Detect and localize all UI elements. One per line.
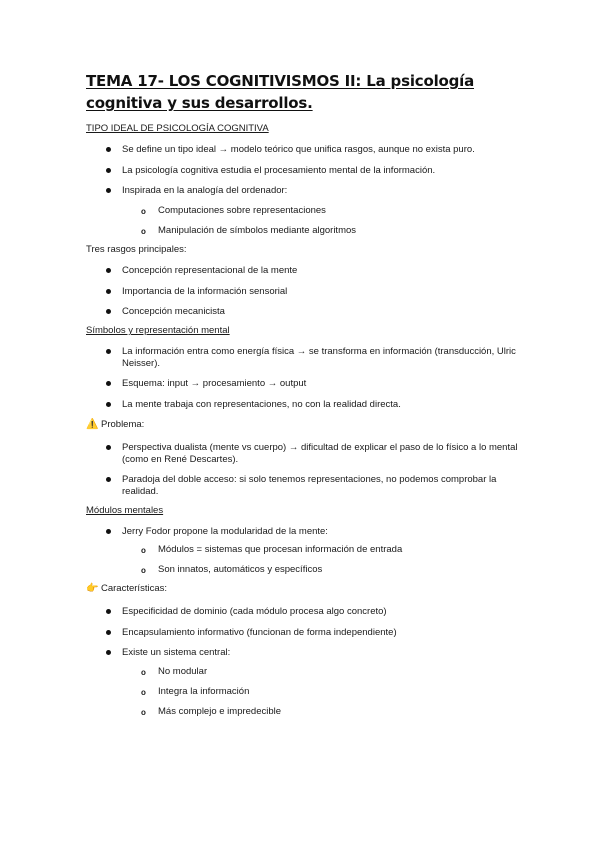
section-heading-simbolos: Símbolos y representación mental	[86, 325, 230, 336]
list-item: Concepción representacional de la mente	[122, 265, 298, 276]
bullet-dot	[106, 609, 111, 614]
section-heading-modulos: Módulos mentales	[86, 505, 164, 516]
section-heading-caracteristicas: Características:	[101, 583, 167, 594]
list-item: Jerry Fodor propone la modularidad de la mente:	[122, 526, 328, 537]
bullet-dot	[106, 309, 111, 314]
bullet-dot	[106, 147, 111, 152]
list-item: La psicología cognitiva estudia el procesamiento mental de la información.	[122, 165, 436, 176]
bullet-dot	[106, 445, 111, 450]
list-item: Inspirada en la analogía del ordenador:	[122, 185, 288, 196]
sub-list-item: Integra la información	[158, 686, 250, 697]
section-heading-tipo-ideal: TIPO IDEAL DE PSICOLOGÍA COGNITIVA	[86, 123, 269, 134]
warning-icon: ⚠️	[86, 419, 99, 430]
list-item: Paradoja del doble acceso: si solo tenemos representaciones, no podemos comprobar la realidad.	[122, 474, 497, 497]
bullet-dot	[106, 381, 111, 386]
sub-list-item: Computaciones sobre representaciones	[158, 205, 326, 216]
sub-bullet-marker: o	[141, 688, 146, 697]
sub-bullet-marker: o	[141, 546, 146, 555]
bullet-dot	[106, 650, 111, 655]
sub-list-item: Manipulación de símbolos mediante algoritmos	[158, 225, 357, 236]
bullet-dot	[106, 268, 111, 273]
sub-list-item: No modular	[158, 666, 208, 677]
list-item: Especificidad de dominio (cada módulo procesa algo concreto)	[122, 606, 387, 617]
bullet-dot	[106, 529, 111, 534]
page-title: TEMA 17- LOS COGNITIVISMOS II: La psicología cognitiva y sus desarrollos.	[86, 72, 475, 112]
list-item: Concepción mecanicista	[122, 306, 225, 317]
list-item: Esquema: input → procesamiento → output	[122, 378, 307, 389]
sub-list-item: Módulos = sistemas que procesan información de entrada	[158, 544, 403, 555]
list-item: Se define un tipo ideal → modelo teórico que unifica rasgos, aunque no exista puro.	[122, 144, 475, 155]
sub-bullet-marker: o	[141, 227, 146, 236]
section-heading-problema: Problema:	[101, 419, 145, 430]
sub-bullet-marker: o	[141, 207, 146, 216]
bullet-dot	[106, 188, 111, 193]
bullet-dot	[106, 477, 111, 482]
list-item: La información entra como energía física → se transforma en información (transducción, Ulric Neisser).	[122, 346, 516, 369]
sub-bullet-marker: o	[141, 566, 146, 575]
list-item: Perspectiva dualista (mente vs cuerpo) → dificultad de explicar el paso de lo físico a lo mental (como en René Descartes).	[122, 442, 518, 465]
bullet-dot	[106, 630, 111, 635]
section-heading-rasgos: Tres rasgos principales:	[86, 244, 187, 255]
bullet-dot	[106, 289, 111, 294]
bullet-dot	[106, 168, 111, 173]
list-item: Importancia de la información sensorial	[122, 286, 288, 297]
sub-bullet-marker: o	[141, 668, 146, 677]
pointing-hand-icon: 👉	[86, 583, 99, 594]
sub-list-item: Son innatos, automáticos y específicos	[158, 564, 323, 575]
list-item: La mente trabaja con representaciones, no con la realidad directa.	[122, 399, 401, 410]
bullet-dot	[106, 402, 111, 407]
sub-list-item: Más complejo e impredecible	[158, 706, 282, 717]
list-item: Encapsulamiento informativo (funcionan de forma independiente)	[122, 627, 397, 638]
sub-bullet-marker: o	[141, 708, 146, 717]
list-item: Existe un sistema central:	[122, 647, 231, 658]
bullet-dot	[106, 349, 111, 354]
